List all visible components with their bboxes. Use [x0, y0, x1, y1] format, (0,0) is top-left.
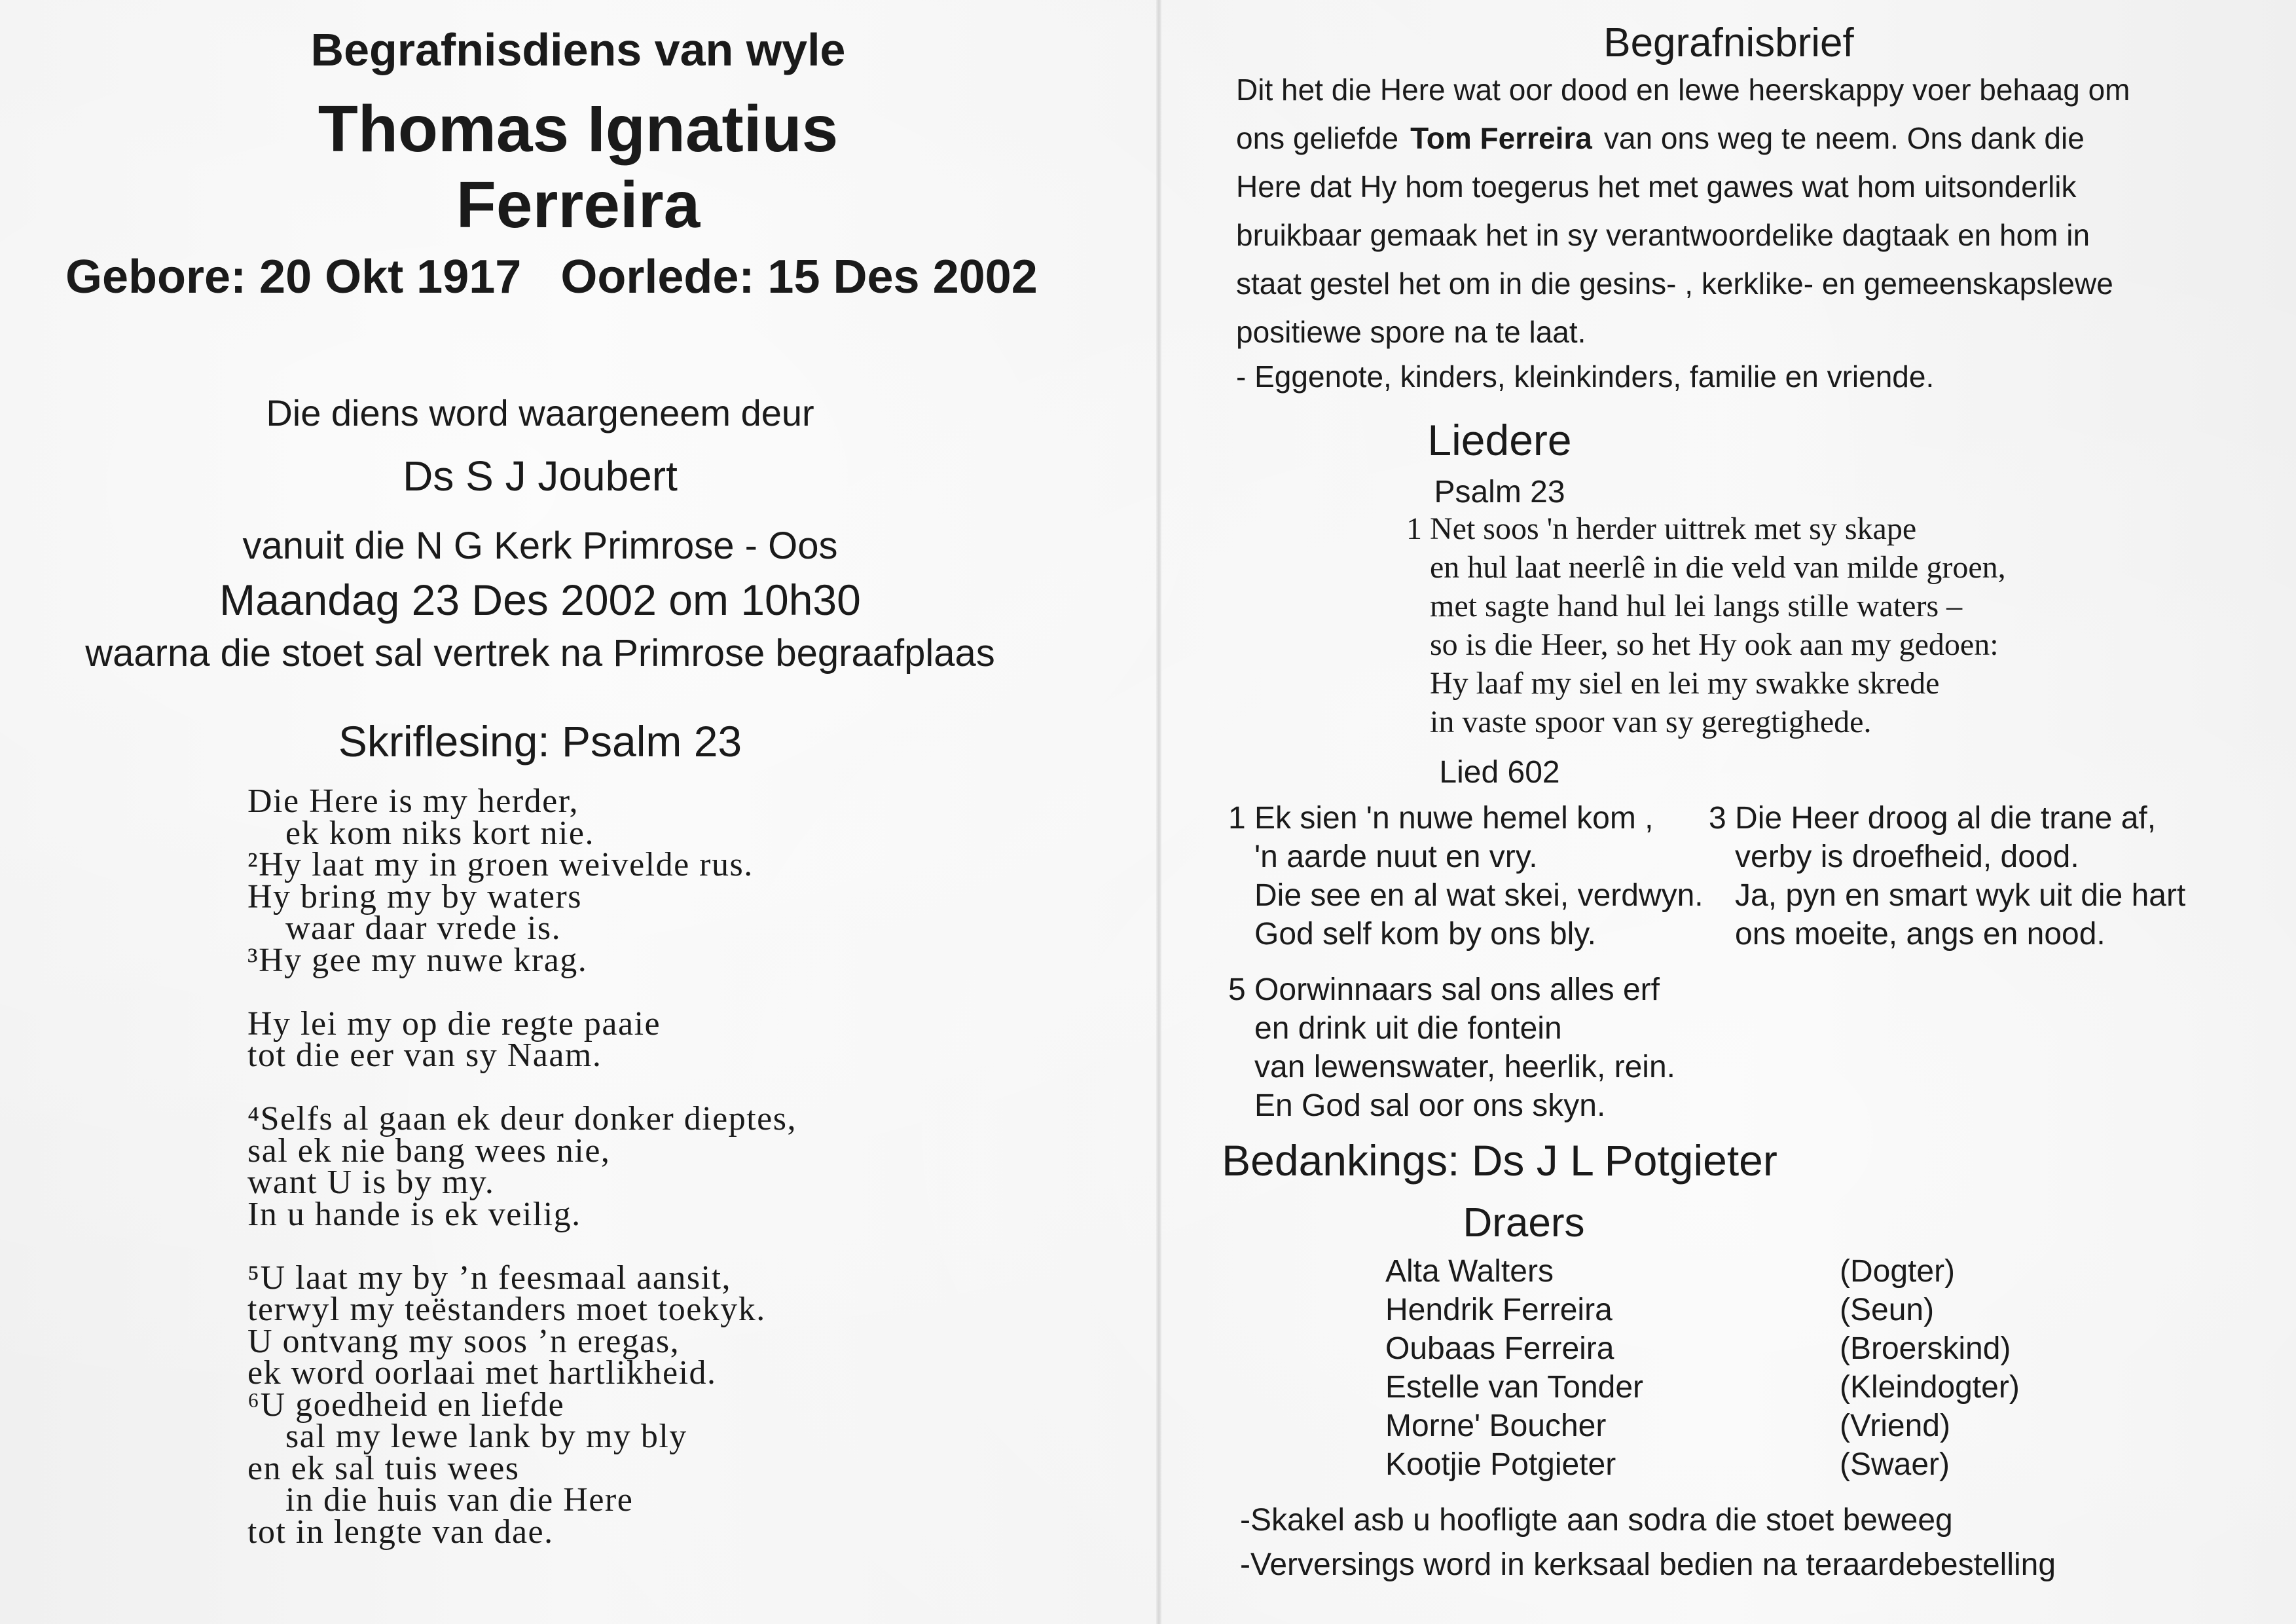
psalm-line: want U is by my. [247, 1164, 495, 1201]
letter-line [1236, 114, 2130, 162]
pallbearer-relation: (Vriend) [1840, 1409, 1950, 1443]
song-line: 1 Ek sien 'n nuwe hemel kom , [1228, 801, 1654, 836]
psalm23-title: Psalm 23 [1434, 475, 1565, 509]
pallbearer-relation: (Seun) [1840, 1293, 1935, 1327]
deceased-name-line1: Thomas Ignatius [318, 92, 839, 166]
psalm-line: Hy bring my by waters [247, 877, 582, 915]
right-page [1161, 0, 2296, 1624]
death-date: Oorlede: 15 Des 2002 [560, 251, 1038, 303]
letter-line: staat gestel het om in die gesins- , kerklike- en gemeenskapslewe [1236, 267, 2113, 301]
birth-date: Gebore: 20 Okt 1917 [65, 251, 522, 303]
letter-line-part: ons geliefde [1236, 121, 1399, 155]
scripture-reading-title: Skriflesing: Psalm 23 [338, 717, 742, 766]
song-line: Die see en al wat skei, verdwyn. [1254, 878, 1704, 913]
psalm-line-blank [247, 1072, 797, 1104]
psalm-line: ²Hy laat my in groen weivelde rus. [247, 846, 754, 883]
song-line: Hy laaf my siel en lei my swakke skrede [1430, 666, 1940, 701]
letter-line: bruikbaar gemaak het in sy verantwoordelike dagtaak en hom in [1236, 218, 2090, 252]
pallbearer-relation: (Kleindogter) [1840, 1370, 2020, 1405]
letter-line: Dit het die Here wat oor dood en lewe heerskappy voer behaag om [1236, 73, 2130, 107]
letter-line: positiewe spore na te laat. [1236, 315, 1586, 349]
pallbearer-name: Alta Walters [1385, 1254, 1554, 1289]
song-line: en hul laat neerlê in die veld van milde groen, [1430, 550, 2006, 585]
psalm-line: in die huis van die Here [285, 1481, 634, 1519]
song-line: en drink uit die fontein [1254, 1011, 1562, 1046]
pallbearer-row [1385, 1252, 2040, 1291]
pallbearer-relation: (Dogter) [1840, 1254, 1956, 1289]
psalm-line: sal ek nie bang wees nie, [247, 1132, 611, 1170]
headlights-note: -Skakel asb u hoofligte aan sodra die stoet beweeg [1240, 1503, 1953, 1538]
psalm-line-blank [247, 976, 797, 1008]
letter-line: Here dat Hy hom toegerus het met gawes wat hom uitsonderlik [1236, 170, 2077, 204]
pallbearer-row [1385, 1291, 2040, 1329]
song-line: 5 Oorwinnaars sal ons alles erf [1228, 972, 1660, 1007]
psalm-line: sal my lewe lank by my bly [285, 1418, 687, 1455]
page-fold [1156, 0, 1161, 1624]
thanks-line: Bedankings: Ds J L Potgieter [1222, 1136, 1777, 1185]
pallbearers-list [1385, 1252, 2040, 1484]
scripture-reading-text [247, 783, 797, 1551]
song-line: 1 Net soos 'n herder uittrek met sy skape [1406, 511, 1917, 546]
song-line: so is die Heer, so het Hy ook aan my gedoen: [1430, 627, 1999, 662]
song-line: ons moeite, angs en nood. [1735, 917, 2105, 951]
psalm-line: waar daar vrede is. [285, 910, 562, 947]
service-venue: vanuit die N G Kerk Primrose - Oos [242, 525, 838, 567]
psalm23-verse [1406, 509, 2006, 741]
songs-title: Liedere [1427, 416, 1572, 464]
pallbearer-name: Hendrik Ferreira [1385, 1293, 1613, 1327]
psalm-line-blank [247, 1230, 797, 1263]
pallbearer-relation: (Broerskind) [1840, 1331, 2011, 1366]
psalm-line: ⁴Selfs al gaan ek deur donker dieptes, [247, 1100, 797, 1137]
song-line: verby is droefheid, dood. [1735, 840, 2079, 874]
psalm-line: Die Here is my herder, [247, 783, 579, 820]
letter-deceased-name: Tom Ferreira [1410, 121, 1592, 155]
psalm-line: ⁵U laat my by ’n feesmaal aansit, [247, 1259, 732, 1297]
psalm-line: ⁶U goedheid en liefde [247, 1386, 565, 1424]
song-line: met sagte hand hul lei langs stille waters – [1430, 589, 1963, 623]
pallbearer-row [1385, 1407, 2040, 1445]
lied-verse-1 [1228, 799, 1704, 953]
song-line: Ja, pyn en smart wyk uit die hart [1735, 878, 2186, 913]
psalm-line: ek word oorlaai met hartlikheid. [247, 1354, 717, 1392]
lied602-title: Lied 602 [1439, 755, 1560, 790]
life-dates [65, 250, 1038, 304]
deceased-name-line2: Ferreira [456, 168, 701, 242]
officiant-name: Ds S J Joubert [403, 452, 678, 500]
psalm-line: ³Hy gee my nuwe krag. [247, 941, 588, 979]
song-line: God self kom by ons bly. [1254, 917, 1596, 951]
funeral-letter-body [1236, 65, 2130, 356]
song-line: 'n aarde nuut en vry. [1254, 840, 1538, 874]
pallbearer-name: Oubaas Ferreira [1385, 1331, 1614, 1366]
refreshments-note: -Verversings word in kerksaal bedien na teraardebestelling [1240, 1547, 2056, 1582]
psalm-line: Hy lei my op die regte paaie [247, 1005, 661, 1043]
funeral-letter-title: Begrafnisbrief [1603, 20, 1854, 65]
song-line: in vaste spoor van sy geregtighede. [1430, 705, 1872, 739]
pallbearers-title: Draers [1463, 1200, 1585, 1246]
psalm-line: In u hande is ek veilig. [247, 1195, 581, 1233]
pallbearer-relation: (Swaer) [1840, 1447, 1950, 1482]
psalm-line: tot die eer van sy Naam. [247, 1037, 602, 1074]
song-line: En God sal oor ons skyn. [1254, 1088, 1606, 1123]
lied-verse-5 [1228, 970, 1675, 1125]
psalm-line: terwyl my teëstanders moet toekyk. [247, 1291, 766, 1328]
procession-note: waarna die stoet sal vertrek na Primrose begraafplaas [85, 632, 995, 674]
pallbearer-name: Kootjie Potgieter [1385, 1447, 1616, 1482]
psalm-line: tot in lengte van dae. [247, 1513, 554, 1551]
pallbearer-row [1385, 1368, 2040, 1407]
lied-verse-3 [1709, 799, 2185, 953]
psalm-line: U ontvang my soos ’n eregas, [247, 1322, 680, 1360]
service-datetime: Maandag 23 Des 2002 om 10h30 [219, 576, 861, 624]
song-line: van lewenswater, heerlik, rein. [1254, 1050, 1675, 1084]
pallbearer-row [1385, 1329, 2040, 1368]
pallbearer-name: Estelle van Tonder [1385, 1370, 1644, 1405]
letter-line-part: van ons weg te neem. Ons dank die [1603, 121, 2085, 155]
pallbearer-row [1385, 1445, 2040, 1484]
pallbearer-name: Morne' Boucher [1385, 1409, 1607, 1443]
officiant-intro: Die diens word waargeneem deur [266, 392, 814, 434]
psalm-line: ek kom niks kort nie. [285, 814, 595, 852]
psalm-line: en ek sal tuis wees [247, 1449, 520, 1487]
letter-signature: - Eggenote, kinders, kleinkinders, familie en vriende. [1236, 360, 1935, 394]
song-line: 3 Die Heer droog al die trane af, [1709, 801, 2157, 836]
service-heading: Begrafnisdiens van wyle [310, 24, 846, 75]
